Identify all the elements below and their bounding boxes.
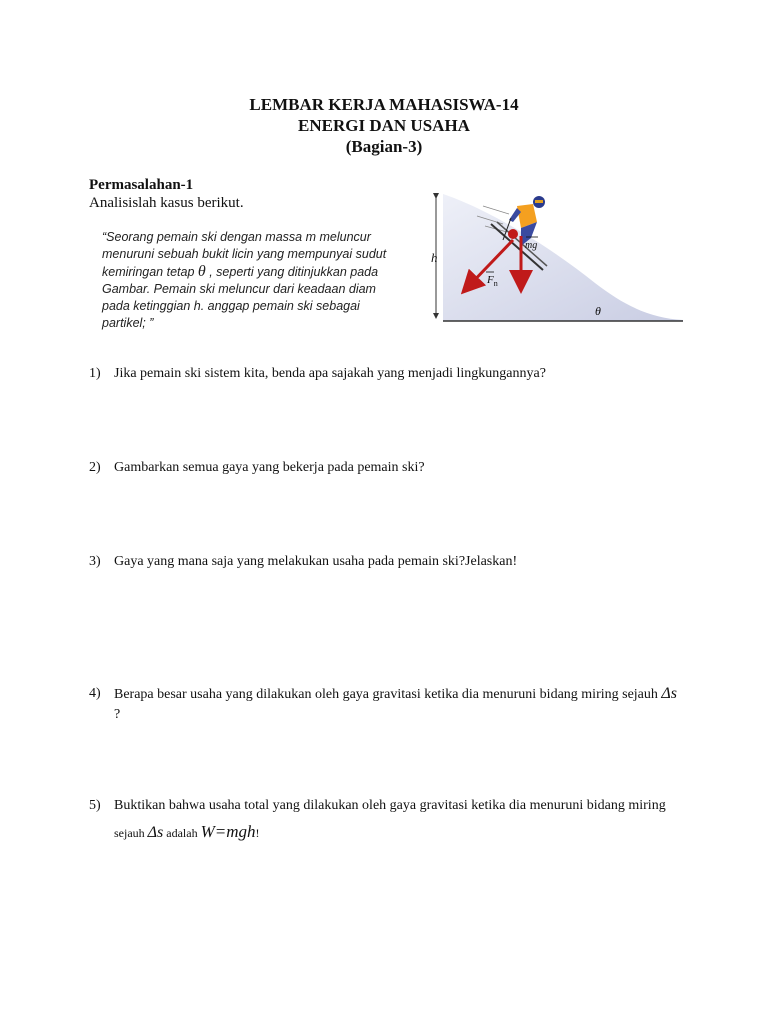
quote-part-1: “Seorang pemain ski dengan massa m meluncur menuruni sebuah bukit licin yang mempunyai sudut kemiringan tetap — [102, 230, 387, 279]
question-5-end: ! — [255, 826, 260, 840]
problem-heading: Permasalahan-1 — [89, 177, 194, 193]
question-text — [114, 684, 694, 725]
normal-force-label: $F_n$ — [487, 274, 498, 288]
quote-theta: θ — [197, 263, 206, 280]
question-4-tail: ? — [114, 707, 121, 722]
height-label: h — [431, 250, 438, 265]
question-number: 2) — [89, 460, 101, 475]
angle-label: θ — [595, 304, 601, 318]
delta-s-math: Δs — [147, 824, 164, 841]
question-text — [114, 796, 694, 844]
skier-knee — [508, 229, 518, 239]
question-text: Jika pemain ski sistem kita, benda apa sajakah yang menjadi lingkungannya? — [114, 366, 546, 381]
hill-slope — [443, 194, 683, 321]
question-number: 4) — [89, 686, 101, 701]
quote-part-2: , seperti yang ditinjukkan pada Gambar. Pemain ski meluncur dari keadaan diam pada ketinggian h. anggap pemain ski sebagai partikel; ” — [102, 265, 379, 330]
case-quote — [102, 229, 402, 332]
question-5-sejauh: sejauh — [114, 826, 148, 840]
title-line-1: LEMBAR KERJA MAHASISWA-14 — [249, 95, 519, 114]
question-text: Gambarkan semua gaya yang bekerja pada pemain ski? — [114, 460, 425, 475]
work-formula-math: W=mgh — [200, 822, 256, 841]
question-number: 1) — [89, 366, 101, 381]
title-block — [0, 94, 768, 157]
title-line-2: ENERGI DAN USAHA — [298, 116, 470, 135]
goggles — [535, 200, 543, 203]
skier-figure — [425, 188, 687, 328]
motion-line — [483, 206, 509, 214]
problem-instruction: Analisislah kasus berikut. — [89, 195, 244, 211]
question-5-adalah: adalah — [163, 826, 201, 840]
question-5-body: Buktikan bahwa usaha total yang dilakukan oleh gaya gravitasi ketika dia menuruni bidang miring — [114, 798, 666, 813]
delta-s-math: Δs — [661, 685, 678, 702]
title-line-3: (Bagian-3) — [345, 137, 423, 156]
gravity-label: mg — [525, 240, 538, 251]
question-4-body: Berapa besar usaha yang dilakukan oleh gaya gravitasi ketika dia menuruni bidang miring sejauh — [114, 687, 662, 702]
question-number: 5) — [89, 798, 101, 813]
question-number: 3) — [89, 554, 101, 569]
question-text: Gaya yang mana saja yang melakukan usaha pada pemain ski?Jelaskan! — [114, 554, 518, 569]
